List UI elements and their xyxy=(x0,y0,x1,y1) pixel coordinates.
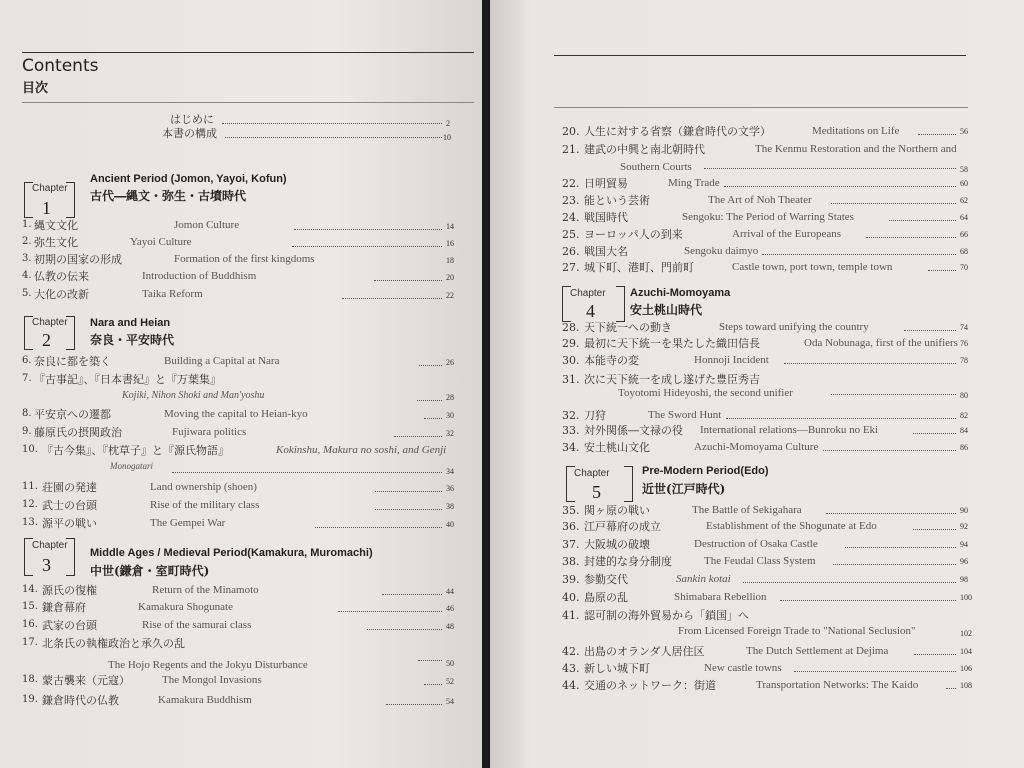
chapter-number: 1 xyxy=(42,198,51,218)
entry-number: 37. xyxy=(562,538,580,551)
page-number: 84 xyxy=(960,426,968,435)
entry-title-ja: 安土桃山文化 xyxy=(584,441,650,454)
entry-number: 10. xyxy=(22,444,38,455)
entry-title-ja: 武士の台頭 xyxy=(42,499,97,512)
entry-number: 17. xyxy=(22,637,38,648)
dot-leader xyxy=(914,654,956,655)
page-number: 46 xyxy=(446,604,454,613)
page-number: 102 xyxy=(960,629,972,638)
entry-number: 13. xyxy=(22,517,38,528)
entry-number: 19. xyxy=(22,694,38,705)
entry-number: 42. xyxy=(562,645,580,658)
dot-leader xyxy=(292,246,442,247)
page-number: 2 xyxy=(446,119,450,128)
dot-leader xyxy=(833,564,956,565)
entry-title-en: Azuchi-Momoyama Culture xyxy=(694,441,819,453)
page-number: 32 xyxy=(446,429,454,438)
entry-number: 12. xyxy=(22,499,38,510)
entry-title-ja: 源平の戦い xyxy=(42,517,97,530)
chapter-label: Chapter xyxy=(32,540,68,551)
entry-title-en: Arrival of the Europeans xyxy=(732,228,842,240)
entry-title-ja: 大阪城の破壊 xyxy=(584,538,650,551)
chapter-title-ja: 近世(江戸時代) xyxy=(642,482,726,496)
page-number: 82 xyxy=(960,411,968,420)
page-number: 56 xyxy=(960,127,968,136)
chapter-label: Chapter xyxy=(32,183,68,194)
dot-leader xyxy=(294,229,442,230)
page-number: 66 xyxy=(960,230,968,239)
entry-title-ja: 大化の改新 xyxy=(34,288,89,301)
chapter-title: Pre-Modern Period(Edo) xyxy=(642,465,769,477)
entry-title-ja: 刀狩 xyxy=(584,409,606,422)
page-number: 86 xyxy=(960,443,968,452)
page-number: 78 xyxy=(960,356,968,365)
entry-title-en: Kamakura Shogunate xyxy=(138,601,233,613)
entry-title-ja: 島原の乱 xyxy=(584,591,628,604)
entry-title-en: The Mongol Invasions xyxy=(162,674,262,686)
entry-number: 34. xyxy=(562,441,580,454)
page-number: 18 xyxy=(446,256,454,265)
entry-title-en: The Art of Noh Theater xyxy=(708,194,812,206)
chapter-number: 2 xyxy=(42,330,51,350)
page-number: 108 xyxy=(960,681,972,690)
dot-leader xyxy=(338,611,442,612)
entry-title-ja: 初期の国家の形成 xyxy=(34,253,122,266)
page-number: 94 xyxy=(960,540,968,549)
entry-number: 8. xyxy=(22,408,32,419)
dot-leader xyxy=(394,436,442,437)
entry-number: 27. xyxy=(562,261,580,274)
chapter-label: Chapter xyxy=(570,288,606,299)
right-page xyxy=(490,0,1024,768)
dot-leader xyxy=(784,363,956,364)
dot-leader xyxy=(724,186,956,187)
entry-title-ja: 天下統一への動き xyxy=(584,321,672,334)
dot-leader xyxy=(794,671,956,672)
page-number: 22 xyxy=(446,291,454,300)
entry-title-en: Kojiki, Nihon Shoki and Man'yoshu xyxy=(122,390,265,401)
header-rule xyxy=(22,102,474,103)
left-page xyxy=(0,0,482,768)
entry-title-ja: 藤原氏の摂関政治 xyxy=(34,426,122,439)
page-number: 104 xyxy=(960,647,972,656)
entry-title-en: Establishment of the Shogunate at Edo xyxy=(706,520,877,532)
entry-title-ja: 平安京への遷都 xyxy=(34,408,111,421)
dot-leader xyxy=(418,660,442,661)
entry-title-ja: 出島のオランダ人居住区 xyxy=(584,645,705,658)
entry-title-en: Ming Trade xyxy=(668,177,720,189)
entry-number: 4. xyxy=(22,270,32,281)
entry-title-ja: 関ヶ原の戦い xyxy=(584,504,650,517)
entry-title-ja: 城下町、港町、門前町 xyxy=(584,261,694,274)
entry-title-ja: 奈良に都を築く xyxy=(34,355,111,368)
page-number: 76 xyxy=(960,339,968,348)
page-number: 16 xyxy=(446,239,454,248)
entry-title-en: International relations―Bunroku no Eki xyxy=(700,424,879,436)
entry-number: 32. xyxy=(562,409,580,422)
dot-leader xyxy=(704,168,956,169)
dot-leader xyxy=(831,203,956,204)
entry-title-ja: 封建的な身分制度 xyxy=(584,555,672,568)
entry-title-en: Meditations on Life xyxy=(812,125,900,137)
page-number: 74 xyxy=(960,323,968,332)
page-number: 70 xyxy=(960,263,968,272)
entry-number: 9. xyxy=(22,426,32,437)
entry-title-en: New castle towns xyxy=(704,662,782,674)
entry-number: 18. xyxy=(22,674,38,685)
chapter-label: Chapter xyxy=(574,468,610,479)
page-number: 80 xyxy=(960,391,968,400)
chapter-title-ja: 中世(鎌倉・室町時代) xyxy=(90,564,210,578)
dot-leader xyxy=(375,491,442,492)
dot-leader xyxy=(342,298,442,299)
entry-number: 39. xyxy=(562,573,580,586)
page-number: 62 xyxy=(960,196,968,205)
front-label[interactable]: はじめに xyxy=(170,113,214,126)
page-number: 20 xyxy=(446,273,454,282)
contents-title: Contents xyxy=(22,56,99,76)
entry-number: 2. xyxy=(22,236,32,247)
entry-title-ja: 北条氏の執権政治と承久の乱 xyxy=(42,637,185,650)
entry-title-ja: 戦国大名 xyxy=(584,245,628,258)
entry-title-en: The Battle of Sekigahara xyxy=(692,504,802,516)
entry-title-en: Southern Courts xyxy=(620,161,692,173)
dot-leader xyxy=(823,450,956,451)
dot-leader xyxy=(424,684,442,685)
dot-leader xyxy=(726,418,956,419)
chapter-number: 5 xyxy=(592,482,601,502)
entry-number: 38. xyxy=(562,555,580,568)
dot-leader xyxy=(845,547,956,548)
entry-number: 1. xyxy=(22,219,32,230)
entry-number: 7. xyxy=(22,373,32,384)
entry-title-ja: 蒙古襲来（元寇） xyxy=(42,674,130,687)
entry-title-ja: 交通のネットワーク：街道 xyxy=(584,679,716,692)
page-number: 48 xyxy=(446,622,454,631)
entry-title-ja: 能という芸術 xyxy=(584,194,650,207)
entry-title-en: Destruction of Osaka Castle xyxy=(694,538,818,550)
entry-number: 28. xyxy=(562,321,580,334)
entry-title-ja: 荘園の発達 xyxy=(42,481,97,494)
entry-title-en: Land ownership (shoen) xyxy=(150,481,257,493)
page-number: 96 xyxy=(960,557,968,566)
entry-title-en: The Gempei War xyxy=(150,517,226,529)
page-number: 14 xyxy=(446,222,454,231)
dot-leader xyxy=(913,529,956,530)
entry-title-en: From Licensed Foreign Trade to "National Seclusion" xyxy=(678,625,916,637)
entry-number: 15. xyxy=(22,601,38,612)
entry-number: 44. xyxy=(562,679,580,692)
page-number: 100 xyxy=(960,593,972,602)
page-number: 50 xyxy=(446,659,454,668)
entry-number: 22. xyxy=(562,177,580,190)
dot-leader xyxy=(382,594,442,595)
entry-title-ja: 日明貿易 xyxy=(584,177,628,190)
entry-title-ja: 本能寺の変 xyxy=(584,354,639,367)
dot-leader xyxy=(315,527,442,528)
entry-title-en: Rise of the military class xyxy=(150,499,260,511)
entry-title-en: Building a Capital at Nara xyxy=(164,355,280,367)
dot-leader xyxy=(374,280,442,281)
entry-title-ja: 江戸幕府の成立 xyxy=(584,520,661,533)
entry-number: 23. xyxy=(562,194,580,207)
entry-number: 40. xyxy=(562,591,580,604)
entry-number: 24. xyxy=(562,211,580,224)
entry-number: 14. xyxy=(22,584,38,595)
entry-title-ja: 認可制の海外貿易から「鎖国」へ xyxy=(584,609,749,622)
dot-leader xyxy=(424,418,442,419)
dot-leader xyxy=(866,237,956,238)
entry-number: 31. xyxy=(562,373,580,386)
page-number: 90 xyxy=(960,506,968,515)
header-rule xyxy=(554,107,968,108)
entry-title-ja: 対外関係―文禄の役 xyxy=(584,424,683,437)
entry-title-en: Kokinshu, Makura no soshi, and Genji xyxy=(276,444,447,456)
entry-title-ja: 戦国時代 xyxy=(584,211,628,224)
entry-title-en: The Sword Hunt xyxy=(648,409,722,421)
entry-title-en: Sengoku: The Period of Warring States xyxy=(682,211,854,223)
chapter-title-ja: 安土桃山時代 xyxy=(630,303,703,317)
entry-number: 35. xyxy=(562,504,580,517)
page-number: 28 xyxy=(446,393,454,402)
chapter-title: Ancient Period (Jomon, Yayoi, Kofun) xyxy=(90,173,287,185)
page-number: 58 xyxy=(960,165,968,174)
entry-title-ja: 仏教の伝来 xyxy=(34,270,89,283)
entry-title-en: Jomon Culture xyxy=(174,219,240,231)
page-number: 54 xyxy=(446,697,454,706)
entry-title-ja: 武家の台頭 xyxy=(42,619,97,632)
page-number: 92 xyxy=(960,522,968,531)
page-number: 106 xyxy=(960,664,972,673)
entry-number: 20. xyxy=(562,125,580,138)
entry-number: 6. xyxy=(22,355,32,366)
entry-title-ja: 『古事記』、『日本書紀』と『万葉集』 xyxy=(34,373,221,386)
page-number: 38 xyxy=(446,502,454,511)
page-number: 64 xyxy=(960,213,968,222)
chapter-label: Chapter xyxy=(32,317,68,328)
page-number: 68 xyxy=(960,247,968,256)
page-number: 34 xyxy=(446,467,454,476)
page-number: 52 xyxy=(446,677,454,686)
dot-leader xyxy=(826,513,956,514)
entry-number: 41. xyxy=(562,609,580,622)
entry-title-en: Return of the Minamoto xyxy=(152,584,259,596)
dot-leader xyxy=(946,688,956,689)
entry-title-en: Formation of the first kingdoms xyxy=(174,253,315,265)
entry-number: 30. xyxy=(562,354,580,367)
top-rule xyxy=(554,55,966,56)
chapter-title: Middle Ages / Medieval Period(Kamakura, Muromachi) xyxy=(90,547,373,559)
entry-title-ja: 縄文文化 xyxy=(34,219,78,232)
dot-leader xyxy=(375,509,442,510)
entry-title-en: Rise of the samurai class xyxy=(142,619,252,631)
dot-leader xyxy=(831,394,956,395)
dot-leader xyxy=(913,433,956,434)
entry-title-ja: 最初に天下統一を果たした織田信長 xyxy=(584,337,760,350)
entry-title-en: Steps toward unifying the country xyxy=(719,321,869,333)
entry-number: 26. xyxy=(562,245,580,258)
chapter-title-ja: 奈良・平安時代 xyxy=(90,333,175,347)
entry-number: 16. xyxy=(22,619,38,630)
entry-title-en: Kamakura Buddhism xyxy=(158,694,252,706)
entry-number: 5. xyxy=(22,288,32,299)
entry-title-ja: 鎌倉時代の仏教 xyxy=(42,694,119,707)
entry-title-en: Moving the capital to Heian-kyo xyxy=(164,408,308,420)
entry-title-en: Taika Reform xyxy=(142,288,203,300)
entry-title-en: The Kenmu Restoration and the Northern and xyxy=(755,143,957,155)
entry-number: 3. xyxy=(22,253,32,264)
entry-title-en: Castle town, port town, temple town xyxy=(732,261,893,273)
entry-number: 33. xyxy=(562,424,580,437)
entry-title-en: Yayoi Culture xyxy=(130,236,192,248)
page-number: 10 xyxy=(443,133,451,142)
entry-title-ja: 次に天下統一を成し遂げた豊臣秀吉 xyxy=(584,373,760,386)
entry-number: 29. xyxy=(562,337,580,350)
entry-number: 21. xyxy=(562,143,580,156)
dot-leader xyxy=(918,134,956,135)
dot-leader xyxy=(419,365,442,366)
page-number: 40 xyxy=(446,520,454,529)
entry-title-ja: 鎌倉幕府 xyxy=(42,601,86,614)
entry-title-ja: 源氏の復権 xyxy=(42,584,97,597)
entry-title-en: The Dutch Settlement at Dejima xyxy=(746,645,889,657)
dot-leader xyxy=(386,704,442,705)
entry-title-ja: 新しい城下町 xyxy=(584,662,650,675)
entry-title-en: Shimabara Rebellion xyxy=(674,591,767,603)
entry-number: 43. xyxy=(562,662,580,675)
page-number: 98 xyxy=(960,575,968,584)
dot-leader xyxy=(904,330,956,331)
entry-title-ja: ヨーロッパ人の到来 xyxy=(584,228,683,241)
dot-leader xyxy=(743,582,956,583)
entry-title-ja: 『古今集』、『枕草子』と『源氏物語』 xyxy=(42,444,229,457)
dot-leader xyxy=(762,254,956,255)
chapter-number: 3 xyxy=(42,555,51,575)
page-number: 60 xyxy=(960,179,968,188)
chapter-title-ja: 古代―縄文・弥生・古墳時代 xyxy=(90,189,247,203)
page-number: 26 xyxy=(446,358,454,367)
entry-title-en-cont: Monogatari xyxy=(110,461,154,471)
dot-leader xyxy=(417,400,442,401)
entry-title-en: Sengoku daimyo xyxy=(684,245,759,257)
entry-title-en: The Feudal Class System xyxy=(704,555,816,567)
entry-number: 25. xyxy=(562,228,580,241)
entry-title-en: Sankin kotai xyxy=(676,573,731,585)
chapter-number: 4 xyxy=(586,301,595,321)
entry-title-en: Transportation Networks: The Kaido xyxy=(756,679,919,691)
entry-number: 11. xyxy=(22,481,38,492)
entry-title-ja: 参勤交代 xyxy=(584,573,628,586)
entry-title-en: Fujiwara politics xyxy=(172,426,247,438)
entry-title-ja: 建武の中興と南北朝時代 xyxy=(584,143,705,156)
dot-leader xyxy=(928,270,956,271)
dot-leader xyxy=(367,629,442,630)
front-label[interactable]: 本書の構成 xyxy=(162,127,217,140)
entry-title-en: Toyotomi Hideyoshi, the second unifier xyxy=(618,387,793,399)
contents-title-ja: 目次 xyxy=(22,81,49,96)
entry-number: 36. xyxy=(562,520,580,533)
entry-title-en: Honnoji Incident xyxy=(694,354,769,366)
top-rule xyxy=(22,52,474,53)
page-number: 36 xyxy=(446,484,454,493)
chapter-title: Nara and Heian xyxy=(90,317,171,329)
entry-title-en: The Hojo Regents and the Jokyu Disturbance xyxy=(108,659,308,671)
entry-title-en: Introduction of Buddhism xyxy=(142,270,257,282)
page-number: 44 xyxy=(446,587,454,596)
dot-leader xyxy=(172,472,442,473)
dot-leader xyxy=(780,600,956,601)
page-number: 30 xyxy=(446,411,454,420)
dot-leader xyxy=(889,220,956,221)
chapter-title: Azuchi-Momoyama xyxy=(630,287,731,299)
entry-title-en: Oda Nobunaga, first of the unifiers xyxy=(804,337,958,349)
entry-title-ja: 弥生文化 xyxy=(34,236,78,249)
entry-title-ja: 人生に対する省察（鎌倉時代の文学） xyxy=(584,125,771,138)
